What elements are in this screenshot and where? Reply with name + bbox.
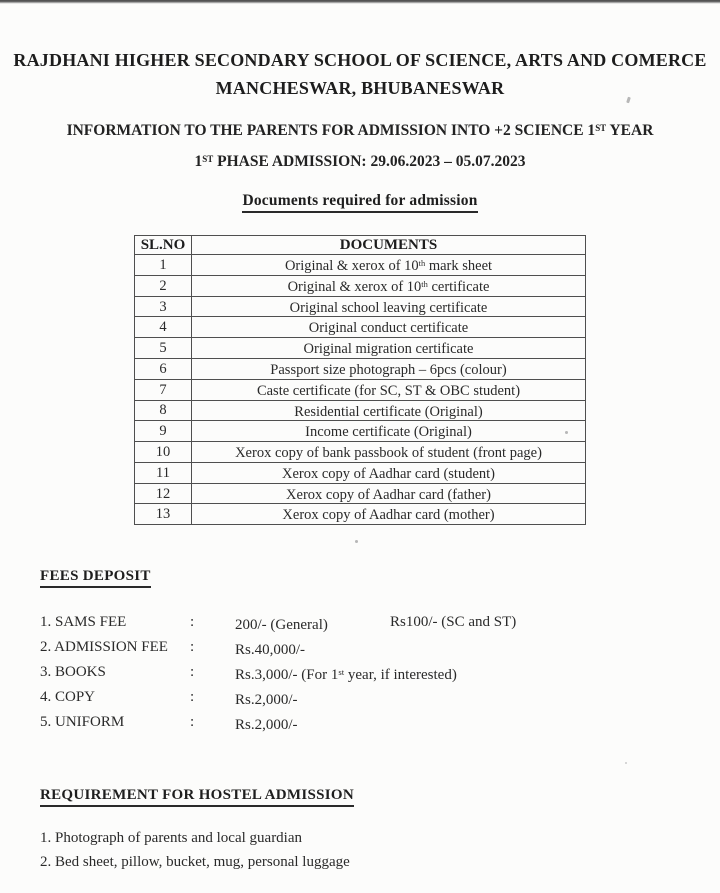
documents-table (134, 235, 586, 525)
document-name-cell (192, 421, 586, 442)
doc-text: Residential certificate (Original) (294, 403, 483, 420)
table-row (135, 421, 586, 442)
document-name-cell (192, 379, 586, 400)
hostel-item: 2. Bed sheet, pillow, bucket, mug, personal luggage (40, 853, 350, 870)
fees-heading: FEES DEPOSIT (40, 568, 151, 588)
fee-item (40, 636, 720, 661)
document-name-cell (192, 400, 586, 421)
doc-text: Xerox copy of Aadhar card (mother) (282, 507, 495, 524)
row-number-cell: 13 (135, 504, 192, 525)
table-header-row (135, 236, 586, 255)
hostel-heading: REQUIREMENT FOR HOSTEL ADMISSION (40, 787, 354, 807)
table-row (135, 255, 586, 276)
fee-colon: : (190, 664, 195, 681)
row-number-cell: 1 (135, 255, 192, 276)
hostel-heading-wrap (0, 786, 720, 807)
fee-value (235, 661, 457, 686)
fee-colon: : (190, 713, 195, 730)
fee-value-secondary: Rs100/- (SC and ST) (390, 614, 517, 631)
row-number-cell: 5 (135, 338, 192, 359)
table-row (135, 379, 586, 400)
scan-speck (625, 762, 627, 764)
fee-label: 5. UNIFORM (40, 713, 125, 730)
row-number-cell: 8 (135, 400, 192, 421)
scan-top-edge (0, 0, 720, 4)
info-line-1-sup: ST (595, 123, 607, 133)
row-number-cell: 11 (135, 462, 192, 483)
doc-text: Xerox copy of Aadhar card (student) (282, 465, 495, 482)
doc-text-rest: certificate (427, 278, 490, 295)
fees-heading-wrap (0, 567, 720, 588)
documents-heading-wrap (0, 192, 720, 213)
doc-text: Caste certificate (for SC, ST & OBC student) (256, 382, 521, 399)
doc-text: Original & xerox of 10 (284, 257, 419, 274)
hostel-item: 1. Photograph of parents and local guardian (40, 829, 303, 846)
fee-value-text: Rs.40,000/- (235, 642, 306, 659)
table-row (135, 400, 586, 421)
doc-text: Passport size photograph – 6pcs (colour) (270, 361, 507, 378)
doc-text: Original & xerox of 10 (287, 278, 422, 295)
info-line-2 (0, 145, 720, 176)
doc-text: Original migration certificate (303, 340, 474, 357)
fees-list (40, 611, 720, 736)
scan-speck (355, 540, 358, 543)
fee-colon: : (190, 688, 195, 705)
fee-label: 2. ADMISSION FEE (40, 639, 168, 656)
info-line-1 (0, 114, 720, 145)
table-row (135, 462, 586, 483)
doc-sup: th (421, 279, 428, 289)
table-row (135, 338, 586, 359)
document-name-cell (192, 442, 586, 463)
fee-value (235, 686, 390, 711)
fee-label: 3. BOOKS (40, 664, 106, 681)
fee-label: 4. COPY (40, 688, 96, 705)
document-name-cell (192, 255, 586, 276)
fee-item (40, 686, 720, 711)
row-number-cell: 10 (135, 442, 192, 463)
doc-text: Xerox copy of Aadhar card (father) (286, 486, 491, 503)
fee-colon: : (190, 639, 195, 656)
fee-value (235, 711, 390, 736)
document-name-cell (192, 338, 586, 359)
fee-value-text: 200/- (General) (235, 617, 328, 634)
fee-item (40, 611, 720, 636)
document-name-cell (192, 275, 586, 296)
doc-text-rest: mark sheet (425, 257, 493, 274)
info-line-1-rest: YEAR (606, 122, 654, 140)
doc-text: Original conduct certificate (308, 320, 469, 337)
document-name-cell (192, 358, 586, 379)
table-row (135, 504, 586, 525)
hostel-requirements-list (40, 826, 720, 874)
document-name-cell (192, 462, 586, 483)
table-row (135, 296, 586, 317)
col-documents-header: DOCUMENTS (192, 236, 586, 255)
row-number-cell: 12 (135, 483, 192, 504)
fee-label: 1. SAMS FEE (40, 614, 127, 631)
document-name-cell (192, 317, 586, 338)
table-row (135, 317, 586, 338)
document-name-cell (192, 296, 586, 317)
fee-colon: : (190, 614, 195, 631)
title-line-2: MANCHESWAR, BHUBANESWAR (215, 78, 505, 98)
table-row (135, 358, 586, 379)
table-row (135, 275, 586, 296)
document-name-cell (192, 483, 586, 504)
info-line-2-rest: PHASE ADMISSION: 29.06.2023 – 05.07.2023 (213, 153, 526, 171)
documents-heading: Documents required for admission (242, 192, 477, 213)
scan-speck (565, 431, 568, 434)
admission-info (0, 114, 720, 176)
row-number-cell: 9 (135, 421, 192, 442)
fee-item (40, 711, 720, 736)
fee-value (235, 611, 390, 636)
document-name-cell (192, 504, 586, 525)
doc-text: Xerox copy of bank passbook of student (front page) (235, 444, 542, 461)
table-row (135, 442, 586, 463)
info-line-2-text: 1 (194, 153, 203, 171)
page-title (0, 0, 720, 102)
doc-text: Original school leaving certificate (289, 299, 488, 316)
doc-text: Income certificate (Original) (305, 424, 472, 441)
info-line-1-text: INFORMATION TO THE PARENTS FOR ADMISSION INTO +2 SCIENCE 1 (66, 122, 596, 140)
fee-item (40, 661, 720, 686)
row-number-cell: 4 (135, 317, 192, 338)
col-slno-header: SL.NO (135, 236, 192, 255)
fee-value-sup: st (338, 667, 345, 678)
fee-value-text: Rs.2,000/- (235, 691, 298, 708)
fee-value-text: Rs.3,000/- (For 1 (235, 666, 339, 683)
fee-value-rest: year, if interested) (344, 666, 457, 683)
row-number-cell: 3 (135, 296, 192, 317)
doc-sup: th (418, 259, 426, 269)
info-line-2-sup: ST (202, 154, 214, 165)
table-row (135, 483, 586, 504)
row-number-cell: 2 (135, 275, 192, 296)
row-number-cell: 7 (135, 379, 192, 400)
fee-value-text: Rs.2,000/- (235, 716, 298, 733)
row-number-cell: 6 (135, 358, 192, 379)
title-line-1: RAJDHANI HIGHER SECONDARY SCHOOL OF SCIENCE, ARTS AND COMERCE (13, 50, 707, 70)
fee-value (235, 636, 390, 661)
